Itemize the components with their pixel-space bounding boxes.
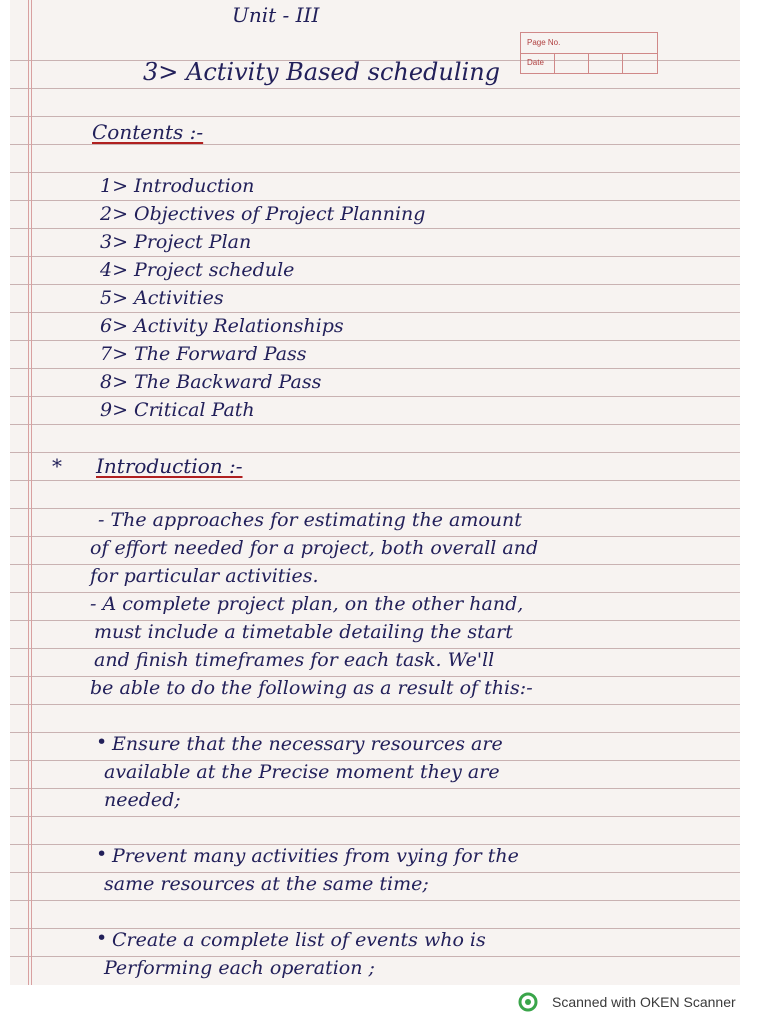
date-cell-divider xyxy=(622,53,623,73)
bullet-line: needed; xyxy=(104,789,181,811)
unit-label: Unit - III xyxy=(232,3,320,27)
ruled-line xyxy=(10,396,740,397)
paragraph-line: must include a timetable detailing the start xyxy=(94,621,513,643)
contents-item: 1> Introduction xyxy=(100,175,255,197)
margin-line xyxy=(28,0,29,985)
paragraph-line: be able to do the following as a result of this:- xyxy=(90,677,533,699)
ruled-line xyxy=(10,144,740,145)
ruled-line xyxy=(10,704,740,705)
paragraph-line: for particular activities. xyxy=(90,565,319,587)
ruled-line xyxy=(10,200,740,201)
scanner-watermark-text: Scanned with OKEN Scanner xyxy=(552,994,736,1010)
ruled-line xyxy=(10,256,740,257)
page-title: 3> Activity Based scheduling xyxy=(143,58,501,86)
margin-line xyxy=(31,0,32,985)
bullet-line: Create a complete list of events who is xyxy=(112,929,486,951)
ruled-line xyxy=(10,340,740,341)
bullet-line: Ensure that the necessary resources are xyxy=(112,733,503,755)
bullet-dot: • xyxy=(96,731,108,753)
ruled-line xyxy=(10,452,740,453)
ruled-line xyxy=(10,816,740,817)
date-cell-divider xyxy=(554,53,555,73)
ruled-line xyxy=(10,116,740,117)
ruled-line xyxy=(10,480,740,481)
contents-item: 5> Activities xyxy=(100,287,224,309)
ruled-line xyxy=(10,228,740,229)
bullet-line: Performing each operation ; xyxy=(104,957,375,979)
contents-item: 2> Objectives of Project Planning xyxy=(100,203,426,225)
bullet-line: Prevent many activities from vying for the xyxy=(112,845,519,867)
paragraph-line: of effort needed for a project, both overall and xyxy=(90,537,539,559)
oken-scanner-logo-icon xyxy=(518,992,538,1012)
contents-item: 3> Project Plan xyxy=(100,231,252,253)
contents-heading: Contents :- xyxy=(92,120,204,144)
ruled-line xyxy=(10,312,740,313)
ruled-line xyxy=(10,424,740,425)
ruled-line xyxy=(10,88,740,89)
ruled-line xyxy=(10,172,740,173)
introduction-heading: Introduction :- xyxy=(96,454,243,478)
contents-item: 8> The Backward Pass xyxy=(100,371,322,393)
bullet-dot: • xyxy=(96,927,108,949)
date-cell-divider xyxy=(588,53,589,73)
contents-item: 7> The Forward Pass xyxy=(100,343,307,365)
ruled-line xyxy=(10,900,740,901)
star-marker: * xyxy=(52,454,62,478)
page-date-box xyxy=(520,32,658,74)
page-no-label: Page No. xyxy=(527,38,561,47)
ruled-line xyxy=(10,284,740,285)
contents-item: 6> Activity Relationships xyxy=(100,315,344,337)
paragraph-line: - A complete project plan, on the other hand, xyxy=(90,593,524,615)
contents-item: 4> Project schedule xyxy=(100,259,295,281)
bullet-line: same resources at the same time; xyxy=(104,873,429,895)
ruled-line xyxy=(10,368,740,369)
contents-item: 9> Critical Path xyxy=(100,399,255,421)
paragraph-line: and finish timeframes for each task. We'll xyxy=(94,649,495,671)
bullet-dot: • xyxy=(96,843,108,865)
date-label: Date xyxy=(527,58,544,67)
paragraph-line: - The approaches for estimating the amount xyxy=(98,509,522,531)
bullet-line: available at the Precise moment they are xyxy=(104,761,500,783)
notebook-paper xyxy=(10,0,740,985)
